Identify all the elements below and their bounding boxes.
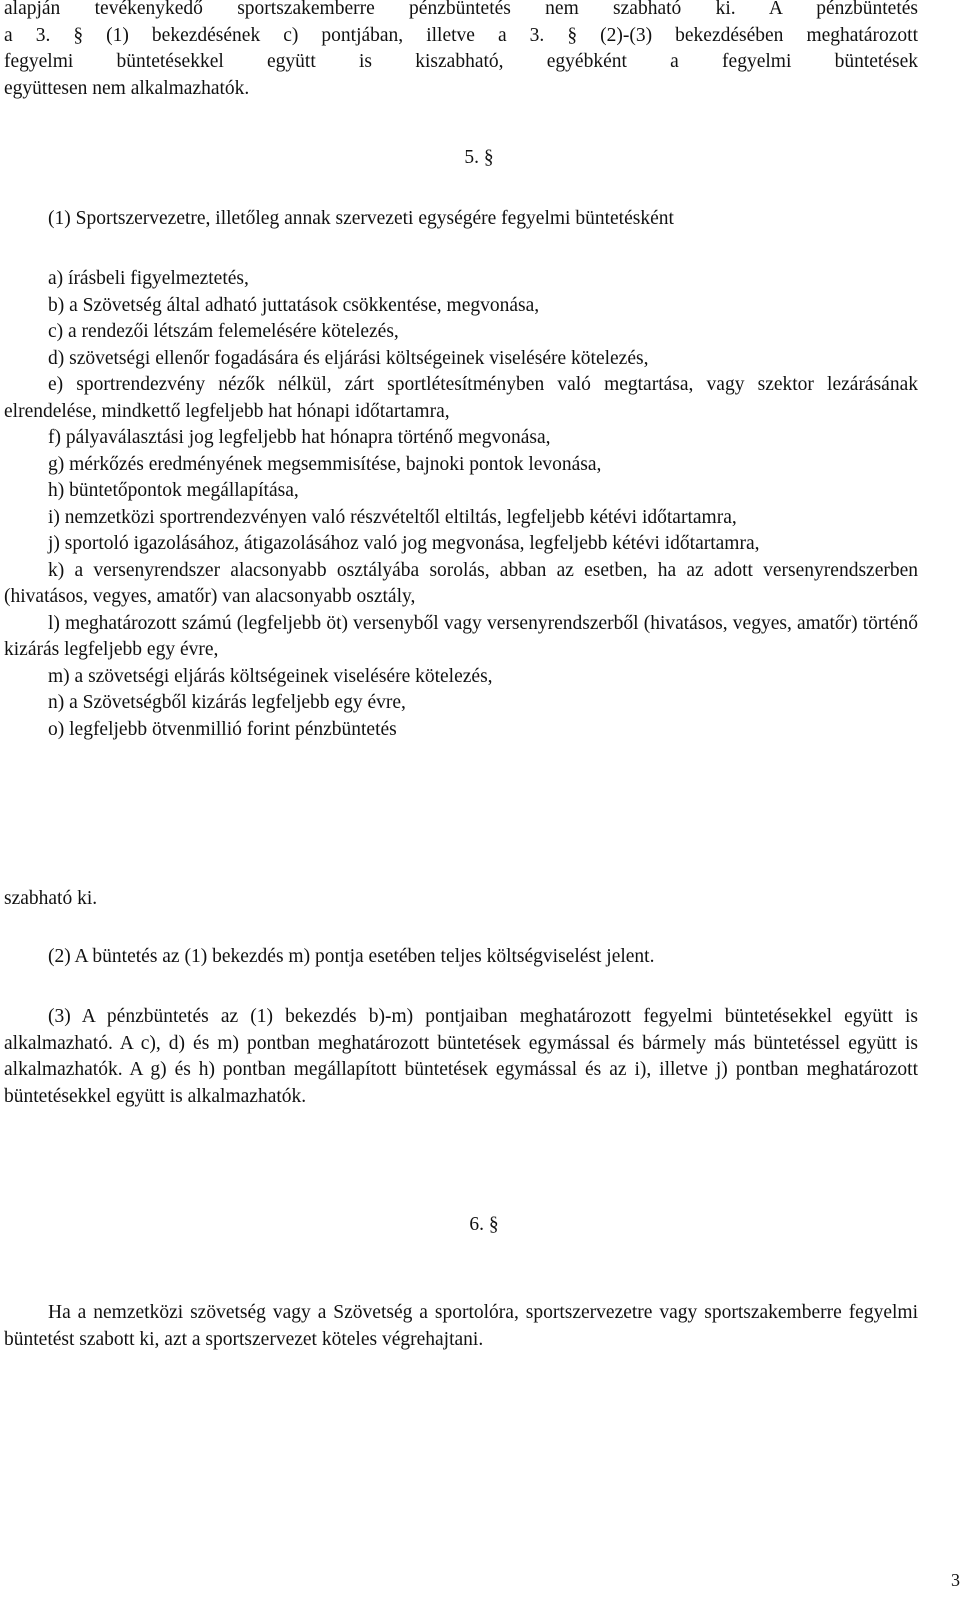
list-item-d: d) szövetségi ellenőr fogadására és eljárási költségeinek viselésére kötelezés, [48, 347, 649, 369]
section-6-heading: 6. § [469, 1214, 499, 1235]
list-item-j: j) sportoló igazolásához, átigazolásához való jog megvonása, legfeljebb kétévi időtartamra, [48, 533, 760, 554]
section-6-para-1: Ha a nemzetközi szövetség vagy a Szövetség a sportolóra, sportszervezetre vagy sportszakemberre fegyelmi büntetést szabott ki, azt a sportszervezet köteles végrehajtani. [4, 1302, 918, 1350]
page-number: 3 [951, 1570, 960, 1590]
list-item-k: k) a versenyrendszer alacsonyabb osztályába sorolás, abban az esetben, ha az adott versenyrendszerben (hivatásos, vegyes, amatőr) van alacsonyabb osztály, [4, 559, 918, 607]
list-item-i: i) nemzetközi sportrendezvényen való részvételtől eltiltás, legfeljebb kétévi időtartamra, [48, 506, 737, 528]
list-item-n: n) a Szövetségből kizárás legfeljebb egy évre, [48, 692, 406, 713]
intro-line-2: a 3. § (1) bekezdésének c) pontjában, illetve a 3. § (2)-(3) bekezdésében meghatározott [4, 24, 918, 46]
intro-line-1: alapján tevékenykedő sportszakemberre pénzbüntetés nem szabható ki. A pénzbüntetés [4, 0, 918, 19]
list-item-g: g) mérkőzés eredményének megsemmisítése, bajnoki pontok levonása, [48, 453, 602, 475]
list-item-h: h) büntetőpontok megállapítása, [48, 480, 299, 501]
intro-paragraph [4, 0, 918, 102]
list-item-a: a) írásbeli figyelmeztetés, [48, 268, 249, 289]
list-item-c: c) a rendezői létszám felemelésére kötelezés, [48, 321, 399, 342]
section-5-para-2: (2) A büntetés az (1) bekezdés m) pontja esetében teljes költségviselést jelent. [48, 946, 655, 967]
list-item-e: e) sportrendezvény nézők nélkül, zárt sportlétesítményben való megtartása, vagy szektor lezárásának elrendelése, mindkettő legfeljebb hat hónapi időtartamra, [4, 374, 918, 422]
intro-line-4: együttesen nem alkalmazhatók. [4, 77, 250, 99]
list-item-f: f) pályaválasztási jog legfeljebb hat hónapra történő megvonása, [48, 427, 551, 448]
section-5-heading: 5. § [464, 147, 494, 168]
intro-line-3: fegyelmi büntetésekkel együtt is kiszabható, egyébként a fegyelmi büntetések [4, 51, 918, 72]
section-5-closing: szabható ki. [4, 888, 98, 909]
section-5-para-3: (3) A pénzbüntetés az (1) bekezdés b)-m) pontjaiban meghatározott fegyelmi büntetésekkel együtt is alkalmazható. A c), d) és m) pontban meghatározott büntetések egymással és bármely más büntetéssel együtt is alkalmazhatók. A g) és h) pontban megállapított büntetések egymással és az i), illetve j) pontban meghatározott büntetésekkel együtt is alkalmazhatók. [4, 1006, 918, 1107]
list-item-l: l) meghatározott számú (legfeljebb öt) versenyből vagy versenyrendszerből (hivatásos, vegyes, amatőr) történő kizárás legfeljebb egy évre, [4, 612, 918, 660]
list-item-b: b) a Szövetség által adható juttatások csökkentése, megvonása, [48, 294, 540, 316]
list-item-o: o) legfeljebb ötvenmillió forint pénzbüntetés [48, 718, 397, 740]
list-item-m: m) a szövetségi eljárás költségeinek viselésére kötelezés, [48, 665, 493, 687]
section-5-para-1: (1) Sportszervezetre, illetőleg annak szervezeti egységére fegyelmi büntetésként [48, 208, 674, 229]
penalty-list [4, 266, 918, 743]
